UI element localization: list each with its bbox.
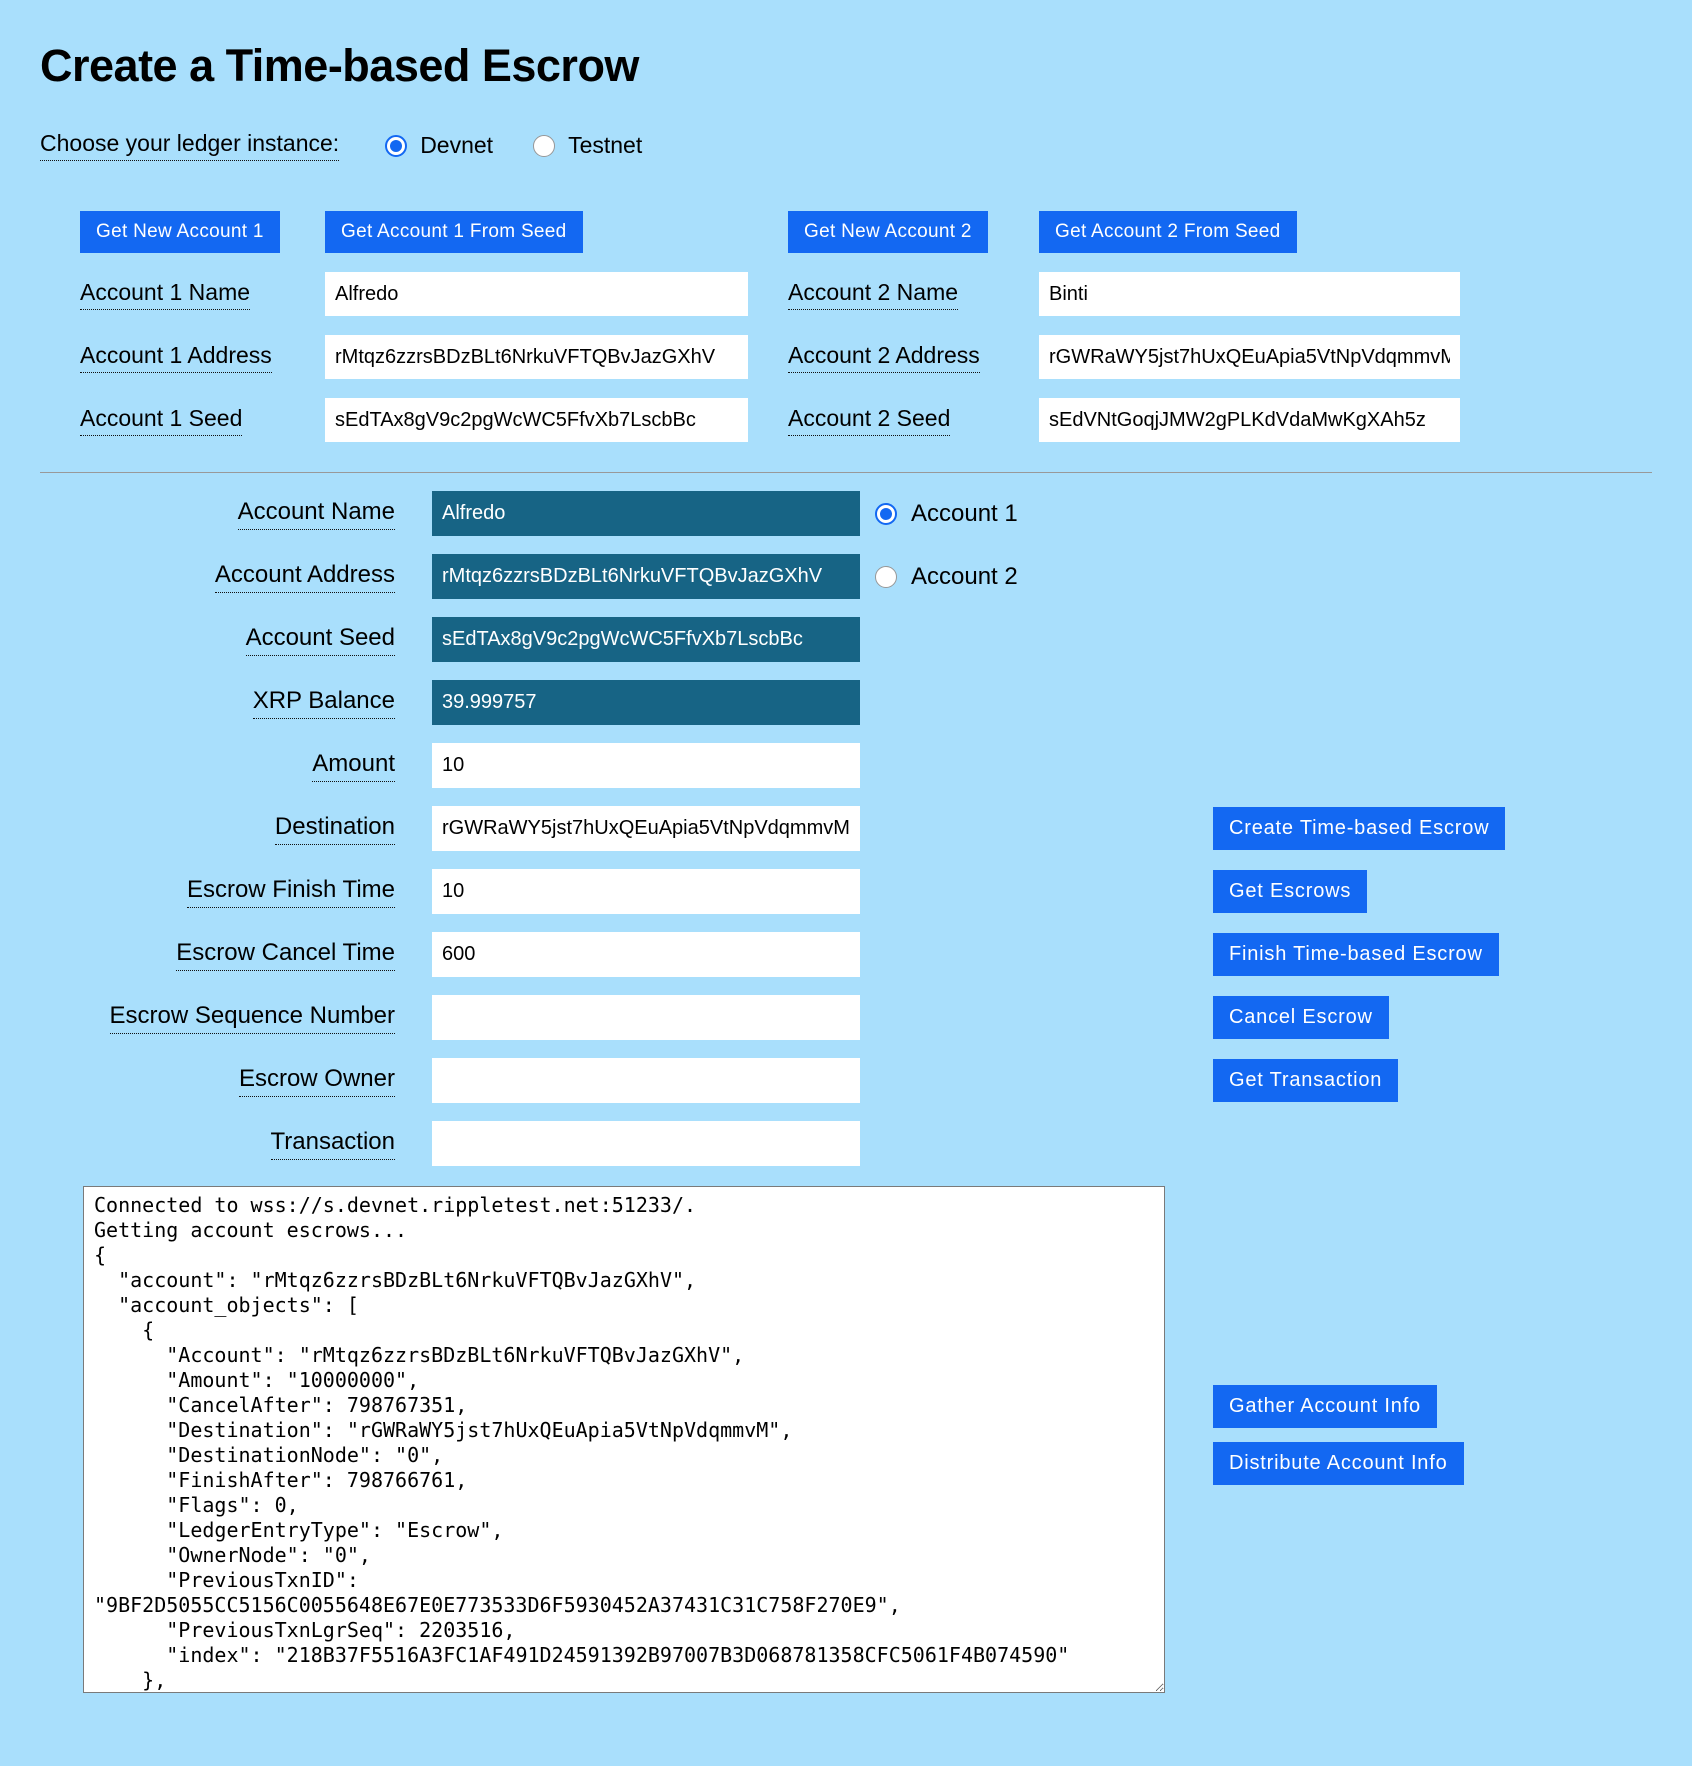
account-1-radio[interactable] [875, 503, 897, 525]
testnet-radio-label: Testnet [568, 132, 643, 158]
amount-row [40, 743, 1692, 788]
account-2-radio-label: Account 2 [911, 562, 1018, 590]
xrp-balance-label: XRP Balance [253, 687, 395, 719]
account-1-radio-option [875, 500, 1018, 528]
escrow-form [40, 491, 1692, 1166]
account-2-name-input[interactable] [1039, 272, 1460, 316]
xrp-balance-row [40, 680, 1692, 725]
account-2-address-input[interactable] [1039, 335, 1460, 379]
devnet-radio[interactable] [385, 135, 407, 157]
account-2-radio-option [875, 563, 1018, 591]
console-section [83, 1186, 1692, 1693]
create-time-based-escrow-button[interactable]: Create Time-based Escrow [1213, 807, 1505, 850]
ledger-instance-row [40, 130, 1692, 161]
get-account-2-from-seed-button[interactable]: Get Account 2 From Seed [1039, 211, 1297, 253]
escrow-sequence-number-input[interactable] [432, 995, 860, 1040]
account-1-name-input[interactable] [325, 272, 748, 316]
escrow-sequence-number-row [40, 995, 1692, 1040]
info-buttons [1213, 1385, 1464, 1485]
get-transaction-button[interactable]: Get Transaction [1213, 1059, 1398, 1102]
devnet-radio-label: Devnet [420, 132, 494, 158]
cancel-escrow-button[interactable]: Cancel Escrow [1213, 996, 1389, 1039]
transaction-label: Transaction [271, 1128, 396, 1160]
account-1-seed-label: Account 1 Seed [80, 405, 242, 436]
gather-account-info-button[interactable]: Gather Account Info [1213, 1385, 1437, 1428]
xrp-balance-field[interactable] [432, 680, 860, 725]
destination-row [40, 806, 1692, 851]
account-1-seed-input[interactable] [325, 398, 748, 442]
accounts-section [80, 211, 1692, 442]
account-name-row [40, 491, 1692, 536]
escrow-owner-input[interactable] [432, 1058, 860, 1103]
transaction-row [40, 1121, 1692, 1166]
account-1-name-label: Account 1 Name [80, 279, 250, 310]
get-new-account-1-button[interactable]: Get New Account 1 [80, 211, 280, 253]
account-1-radio-label: Account 1 [911, 499, 1018, 527]
escrow-finish-time-label: Escrow Finish Time [187, 876, 395, 908]
get-escrows-button[interactable]: Get Escrows [1213, 870, 1367, 913]
account-2-seed-input[interactable] [1039, 398, 1460, 442]
account-address-label: Account Address [215, 561, 395, 593]
escrow-owner-label: Escrow Owner [239, 1065, 395, 1097]
destination-label: Destination [275, 813, 395, 845]
section-divider [40, 472, 1652, 473]
account-address-field[interactable] [432, 554, 860, 599]
escrow-cancel-time-input[interactable] [432, 932, 860, 977]
account-name-label: Account Name [238, 498, 395, 530]
ledger-instance-label: Choose your ledger instance: [40, 130, 339, 161]
destination-input[interactable] [432, 806, 860, 851]
account-seed-field[interactable] [432, 617, 860, 662]
get-account-1-from-seed-button[interactable]: Get Account 1 From Seed [325, 211, 583, 253]
results-console[interactable] [83, 1186, 1165, 1693]
escrow-sequence-number-label: Escrow Sequence Number [110, 1002, 395, 1034]
escrow-owner-row [40, 1058, 1692, 1103]
distribute-account-info-button[interactable]: Distribute Account Info [1213, 1442, 1464, 1485]
account-seed-row [40, 617, 1692, 662]
account-1-address-input[interactable] [325, 335, 748, 379]
account-1-address-label: Account 1 Address [80, 342, 272, 373]
escrow-finish-time-row [40, 869, 1692, 914]
account-2-address-label: Account 2 Address [788, 342, 980, 373]
account-seed-label: Account Seed [246, 624, 395, 656]
account-2-radio[interactable] [875, 566, 897, 588]
page-title: Create a Time-based Escrow [40, 40, 639, 91]
finish-time-based-escrow-button[interactable]: Finish Time-based Escrow [1213, 933, 1499, 976]
testnet-radio[interactable] [533, 135, 555, 157]
account-2-seed-label: Account 2 Seed [788, 405, 950, 436]
escrow-cancel-time-label: Escrow Cancel Time [176, 939, 395, 971]
amount-input[interactable] [432, 743, 860, 788]
account-name-field[interactable] [432, 491, 860, 536]
account-address-row [40, 554, 1692, 599]
amount-label: Amount [312, 750, 395, 782]
escrow-cancel-time-row [40, 932, 1692, 977]
escrow-finish-time-input[interactable] [432, 869, 860, 914]
transaction-input[interactable] [432, 1121, 860, 1166]
account-2-name-label: Account 2 Name [788, 279, 958, 310]
get-new-account-2-button[interactable]: Get New Account 2 [788, 211, 988, 253]
